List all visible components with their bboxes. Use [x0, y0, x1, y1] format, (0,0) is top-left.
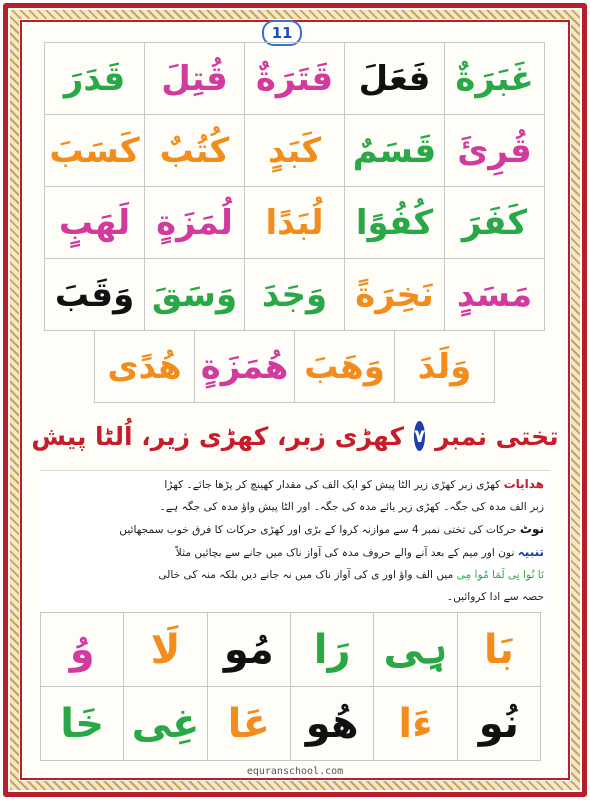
letter-cell: ہِی: [374, 613, 457, 687]
word-cell: وَسَقَ: [145, 259, 245, 331]
page-number: 11: [262, 20, 302, 46]
letter-cell: عَا: [208, 687, 291, 761]
warning-heading: تنبیہ: [517, 545, 544, 559]
letter-cell: ھُو: [291, 687, 374, 761]
instruction-text: میں الف واؤ اور ی کی آواز ناک میں نہ جانے دیں بلکہ منہ کی خالی: [158, 569, 454, 581]
word-cell: وَلَدَ: [395, 331, 495, 403]
word-cell: وَقَبَ: [45, 259, 145, 331]
word-cell: وَجَدَ: [245, 259, 345, 331]
word-cell: هُدًى: [95, 331, 195, 403]
lesson-title: کھڑی زبر، کھڑی زیر، اُلٹا پیش: [31, 421, 405, 451]
word-cell: لُبَدًا: [245, 187, 345, 259]
word-cell: مَسَدٍ: [445, 259, 545, 331]
word-cell: هُمَزَةٍ: [195, 331, 295, 403]
word-cell: نَخِرَةً: [345, 259, 445, 331]
letter-cell: خَا: [41, 687, 124, 761]
example-words: نَا نُوا نِی لَمَا مُوا مِی: [456, 569, 544, 581]
note-heading: نوٹ: [519, 522, 544, 536]
word-grid: [44, 42, 545, 331]
letter-cell: ءَا: [374, 687, 457, 761]
word-cell: كُفُوًا: [345, 187, 445, 259]
word-cell: لَهَبٍ: [45, 187, 145, 259]
letter-grid: [40, 612, 541, 761]
word-row-five: [94, 330, 495, 403]
word-cell: قُتِلَ: [145, 43, 245, 115]
instructions-heading: ھدایات: [503, 477, 544, 491]
word-cell: قَدَرَ: [45, 43, 145, 115]
website-footer: equranschool.com: [246, 766, 344, 777]
word-cell: كَفَرَ: [445, 187, 545, 259]
word-cell: قَسَمٌ: [345, 115, 445, 187]
letter-cell: غِی: [124, 687, 207, 761]
letter-cell: وُ: [41, 613, 124, 687]
word-cell: قَتَرَةٌ: [245, 43, 345, 115]
instructions-box: [40, 470, 550, 610]
word-cell: كَبَدٍ: [245, 115, 345, 187]
instruction-line: حصہ سے ادا کروائیں۔: [446, 591, 544, 603]
instruction-line: زبر الف مدہ کی جگہ۔ کھڑی زیر یائے مدہ کی جگہ۔ اور الٹا پیش واؤ مدہ کی جگہ ہے۔: [159, 501, 544, 513]
word-cell: كَسَبَ: [45, 115, 145, 187]
note-text: حرکات کی تختی نمبر 4 سے موازنہ کروا کے بڑی اور کھڑی حرکات کا فرق خوب سمجھائیں: [119, 524, 517, 536]
word-cell: قُرِئَ: [445, 115, 545, 187]
instruction-text: کھڑی زبر کھڑی زیر الٹا پیش کو ایک الف کی مقدار کھینچ کر پڑھا جائے۔ کھڑا: [164, 479, 501, 491]
letter-cell: بَا: [458, 613, 541, 687]
word-cell: غَبَرَةٌ: [445, 43, 545, 115]
lesson-number-badge: ۷: [414, 421, 425, 451]
letter-cell: رَا: [291, 613, 374, 687]
word-cell: كُتُبٌ: [145, 115, 245, 187]
letter-cell: لَا: [124, 613, 207, 687]
instruction-line: [46, 564, 544, 586]
instruction-line: [46, 473, 544, 496]
letter-cell: مُو: [208, 613, 291, 687]
letter-cell: نُو: [458, 687, 541, 761]
instruction-line: [46, 541, 544, 564]
lesson-label: تختی نمبر: [435, 421, 559, 451]
lesson-banner: [31, 404, 559, 468]
instruction-line: [46, 518, 544, 541]
word-cell: لُمَزَةٍ: [145, 187, 245, 259]
word-cell: وَهَبَ: [295, 331, 395, 403]
warning-text: نون اور میم کے بعد آنے والے حروف مدہ کی آواز ناک میں جانے سے بچائیں مثلاً: [175, 547, 515, 559]
word-cell: فَعَلَ: [345, 43, 445, 115]
